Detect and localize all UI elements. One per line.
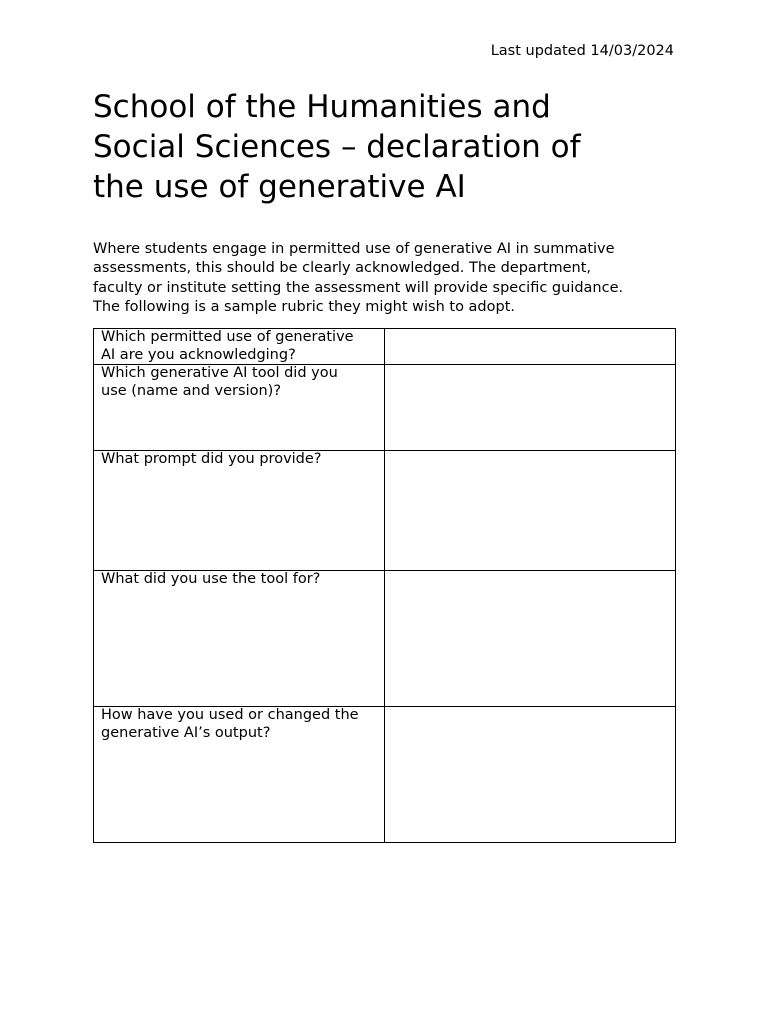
question-line: Which permitted use of generative — [101, 329, 354, 345]
table-row — [94, 451, 676, 571]
question-cell — [94, 707, 385, 843]
question-line: What did you use the tool for? — [101, 571, 321, 587]
question-line: use (name and version)? — [101, 382, 282, 399]
answer-cell[interactable] — [385, 707, 676, 843]
table-row — [94, 707, 676, 843]
intro-line: The following is a sample rubric they might wish to adopt. — [93, 298, 516, 315]
question-line: Which generative AI tool did you — [101, 365, 338, 381]
title-line: School of the Humanities and — [93, 89, 551, 125]
question-line: How have you used or changed the — [101, 707, 359, 723]
question-line: generative AI’s output? — [101, 724, 271, 741]
answer-cell[interactable] — [385, 329, 676, 365]
last-updated-date: Last updated 14/03/2024 — [490, 43, 674, 59]
table-row — [94, 329, 676, 365]
declaration-rubric-table — [93, 328, 676, 843]
question-cell — [94, 329, 385, 365]
intro-line: Where students engage in permitted use of generative AI in summative — [93, 241, 615, 257]
question-line: What prompt did you provide? — [101, 451, 322, 467]
title-line: the use of generative AI — [93, 169, 466, 205]
question-cell — [94, 365, 385, 451]
answer-cell[interactable] — [385, 365, 676, 451]
intro-line: assessments, this should be clearly acknowledged. The department, — [93, 260, 591, 277]
question-cell — [94, 451, 385, 571]
page-title — [93, 87, 683, 207]
table-row — [94, 571, 676, 707]
question-cell — [94, 571, 385, 707]
intro-line: faculty or institute setting the assessment will provide specific guidance. — [93, 279, 624, 296]
title-line: Social Sciences – declaration of — [93, 129, 581, 165]
answer-cell[interactable] — [385, 571, 676, 707]
question-line: AI are you acknowledging? — [101, 346, 296, 363]
answer-cell[interactable] — [385, 451, 676, 571]
table-row — [94, 365, 676, 451]
intro-paragraph — [93, 240, 683, 317]
